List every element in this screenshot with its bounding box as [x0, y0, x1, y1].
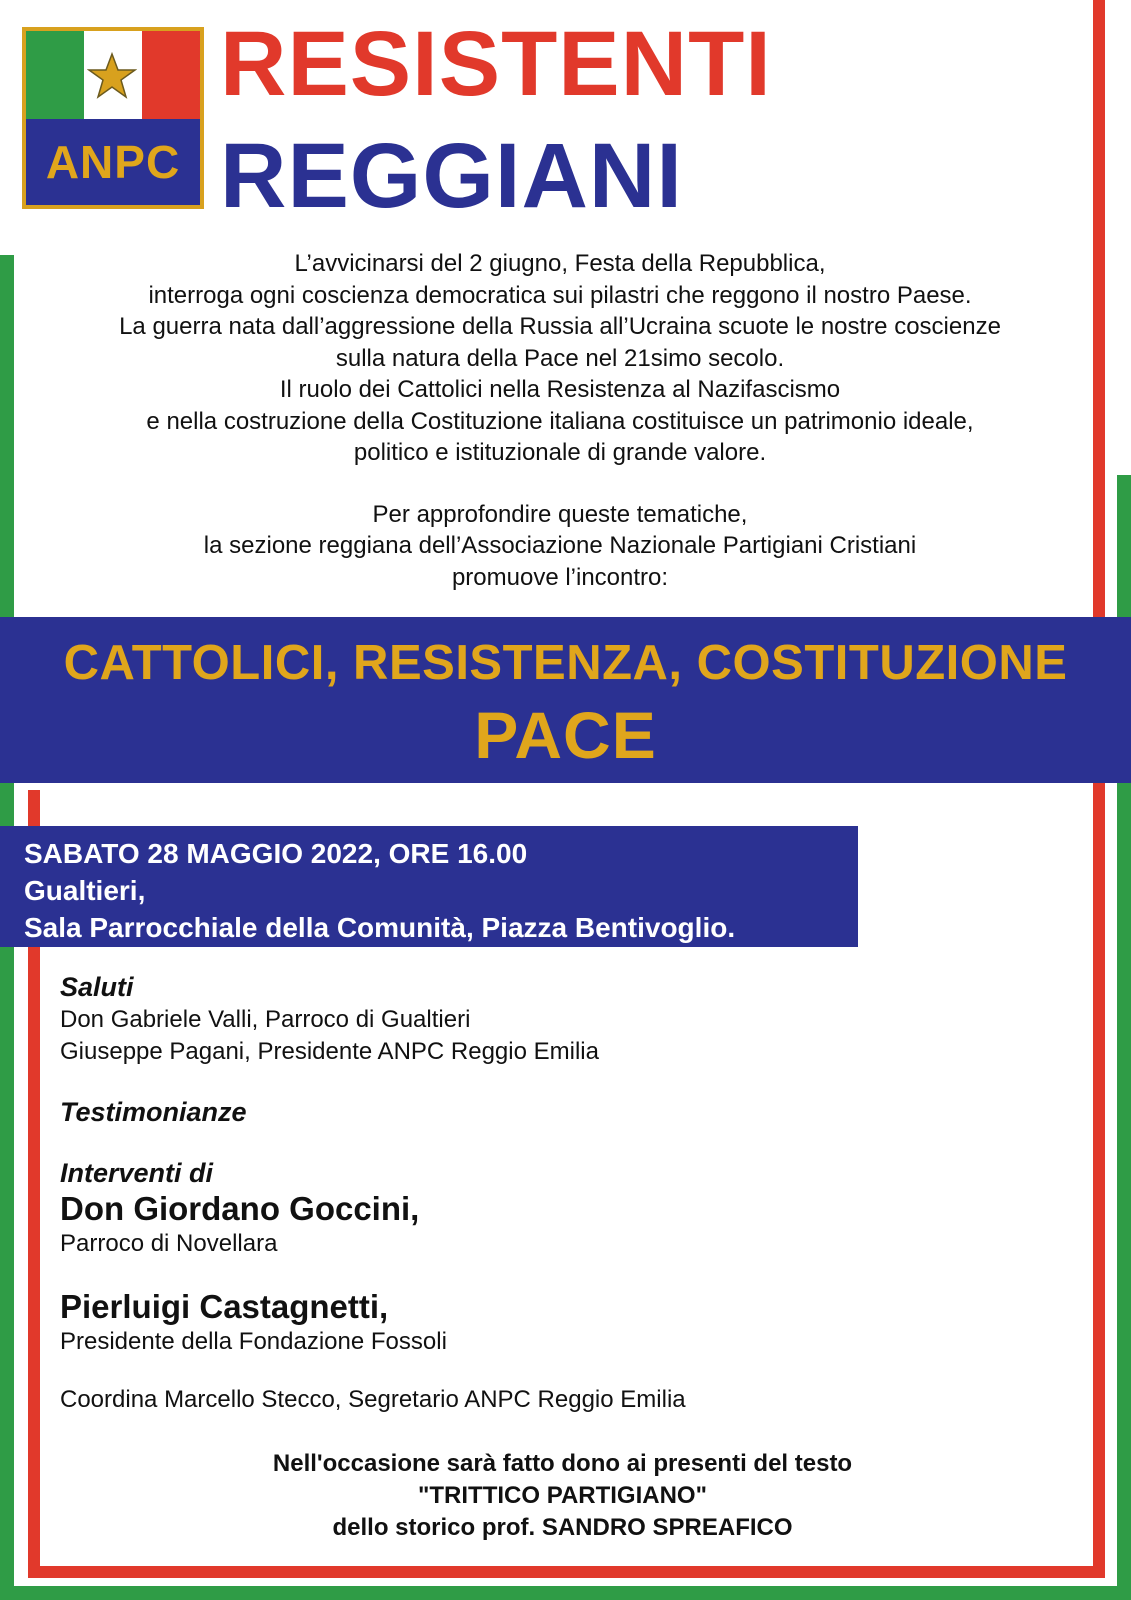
intro-line: interroga ogni coscienza democratica sui pilastri che reggono il nostro Paese. — [148, 281, 972, 309]
flag-red-stripe — [142, 31, 200, 119]
event-venue: Sala Parrocchiale della Comunità, Piazza Bentivoglio. — [24, 912, 736, 943]
flag-green-stripe — [26, 31, 84, 119]
speaker-role: Presidente della Fondazione Fossoli — [60, 1328, 447, 1355]
title-line-2: REGGIANI — [220, 125, 683, 227]
frame-red-bottom — [28, 1566, 1094, 1578]
intro-text — [20, 248, 1100, 593]
intro-line: La guerra nata dall’aggressione della Russia all’Ucraina scuote le nostre coscienze — [119, 313, 1001, 340]
saluti-heading: Saluti — [60, 972, 134, 1002]
intro-line: L’avvicinarsi del 2 giugno, Festa della Repubblica, — [294, 250, 826, 277]
frame-red-right — [1093, 0, 1105, 1578]
testimonianze-heading: Testimonianze — [60, 1097, 247, 1127]
intro-line: Il ruolo dei Cattolici nella Resistenza al Nazifascismo — [279, 376, 841, 403]
closing-line: "TRITTICO PARTIGIANO" — [418, 1482, 707, 1509]
speaker-name: Don Giordano Goccini, — [60, 1190, 420, 1227]
event-date-time: SABATO 28 MAGGIO 2022, ORE 16.00 — [24, 838, 528, 869]
event-title-banner — [0, 617, 1131, 783]
event-details-box — [0, 826, 858, 947]
speaker-role: Parroco di Novellara — [60, 1230, 278, 1257]
anpc-logo — [22, 27, 204, 209]
program — [60, 970, 1060, 1416]
event-title: CATTOLICI, RESISTENZA, COSTITUZIONE — [63, 636, 1068, 690]
event-town: Gualtieri, — [24, 875, 146, 906]
closing-note — [80, 1448, 1045, 1544]
intro-gap — [20, 469, 1100, 499]
intro-line: Per approfondire queste tematiche, — [372, 500, 748, 528]
event-subtitle: PACE — [474, 698, 657, 772]
coordinator: Coordina Marcello Stecco, Segretario ANPC Reggio Emilia — [60, 1386, 686, 1413]
title-line-1: RESISTENTI — [220, 13, 772, 115]
speaker-name: Pierluigi Castagnetti, — [60, 1288, 389, 1325]
intro-line: la sezione reggiana dell’Associazione Nazionale Partigiani Cristiani — [203, 532, 917, 559]
logo-band — [26, 119, 200, 205]
intro-line: promuove l’incontro: — [451, 563, 669, 591]
interventi-heading: Interventi di — [60, 1158, 214, 1188]
star-icon — [87, 51, 137, 101]
intro-line: e nella costruzione della Costituzione italiana costituisce un patrimonio ideale, — [146, 407, 974, 435]
intro-line: politico e istituzionale di grande valore. — [353, 439, 767, 466]
closing-line: dello storico prof. SANDRO SPREAFICO — [332, 1514, 793, 1541]
saluti-item: Giuseppe Pagani, Presidente ANPC Reggio Emilia — [60, 1038, 599, 1065]
intro-line: sulla natura della Pace nel 21simo secolo. — [335, 344, 785, 372]
saluti-item: Don Gabriele Valli, Parroco di Gualtieri — [60, 1006, 471, 1033]
logo-text: ANPC — [45, 136, 181, 188]
frame-green-bottom — [0, 1586, 1131, 1600]
closing-line: Nell'occasione sarà fatto dono ai presenti del testo — [272, 1450, 853, 1477]
